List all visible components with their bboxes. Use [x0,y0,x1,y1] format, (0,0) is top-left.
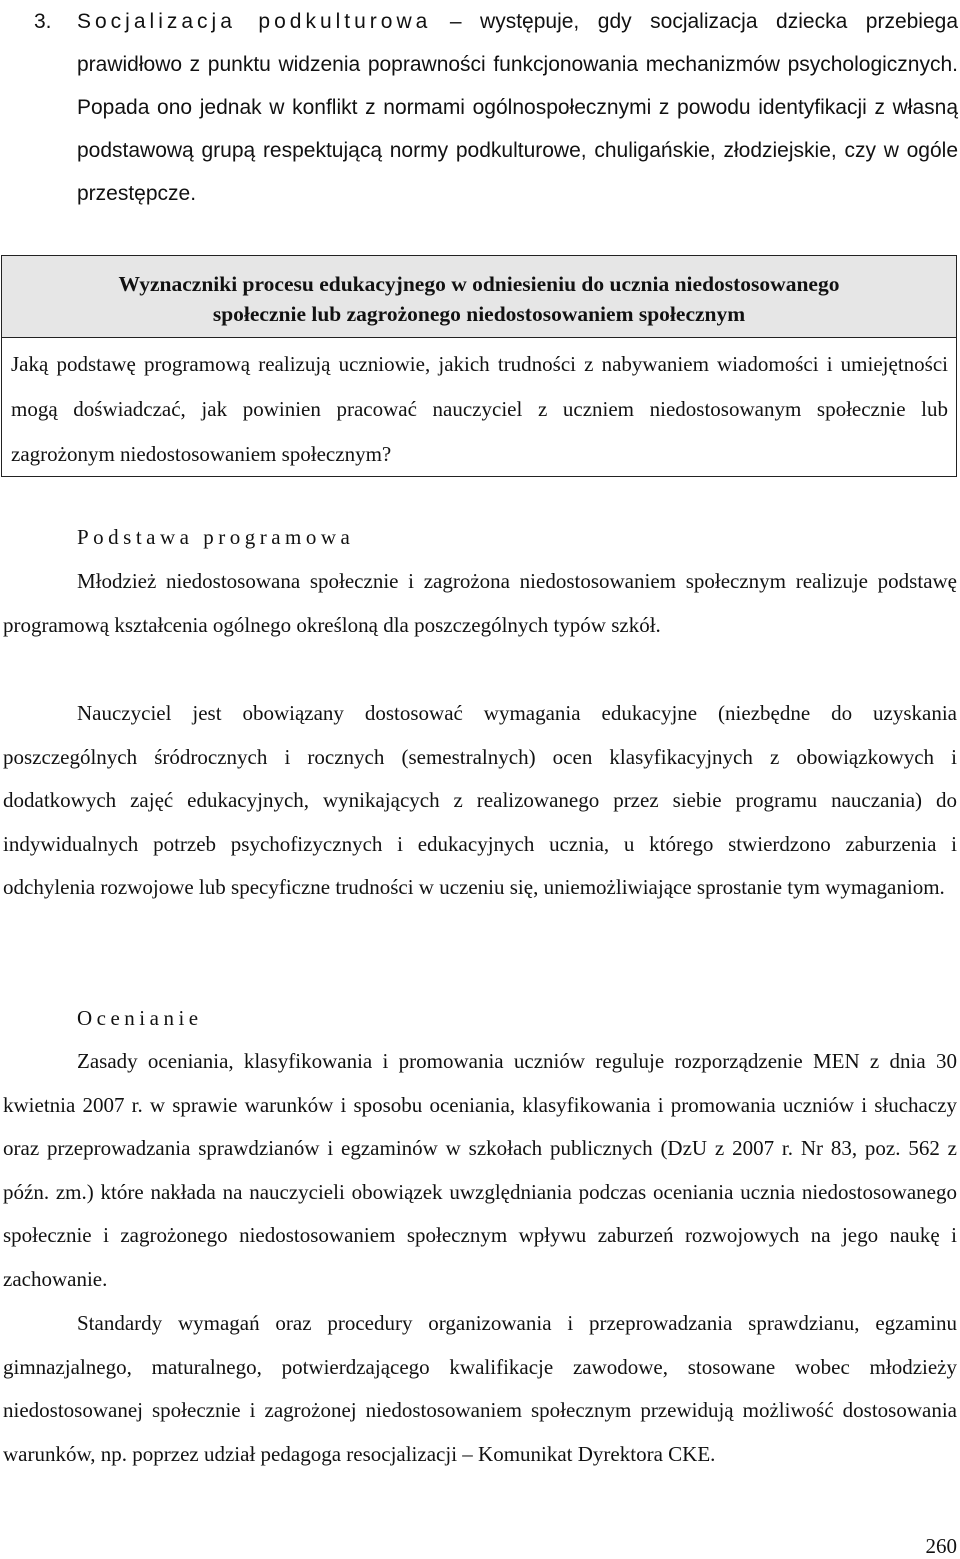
info-box [1,255,957,477]
info-box-title-line-2: społecznie lub zagrożonego niedostosowaniem społecznym [212,302,746,326]
section-heading-podstawa: Podstawa programowa [77,525,355,549]
list-item-term: Socjalizacja podkulturowa [77,10,432,33]
paragraph-ocenianie-1: Zasady oceniania, klasyfikowania i promowania uczniów reguluje rozporządzenie MEN z dnia 30 kwietnia 2007 r. w sprawie warunków i sposobu oceniania, klasyfikowania i promowania uczniów i słuchaczy oraz przeprowadzania sprawdzianów i egzaminów w szkołach publicznych (DzU z 2007 r. Nr 83, poz. 562 z późn. zm.) które nakłada na nauczycieli obowiązek uwzględniania podczas oceniania ucznia niedostosowanego społecznie i zagrożonego niedostosowaniem społecznym wpływu zaburzeń rozwojowych na jego naukę i zachowanie. [3,1049,957,1291]
paragraph-ocenianie-2: Standardy wymagań oraz procedury organizowania i przeprowadzania sprawdzianu, egzaminu gimnazjalnego, maturalnego, potwierdzającego kwalifikacje zawodowe, stosowane wobec młodzieży niedostosowanej społecznie i zagrożonej niedostosowaniem społecznym przewidują możliwość dostosowania warunków, np. poprzez udział pedagoga resocjalizacji – Komunikat Dyrektora CKE. [3,1311,957,1466]
section-heading-ocenianie: Ocenianie [77,1006,203,1030]
info-box-title-line-1: Wyznaczniki procesu edukacyjnego w odniesieniu do ucznia niedostosowanego [118,272,840,296]
list-item-definition: – występuje, gdy socjalizacja dziecka przebiega prawidłowo z punktu widzenia poprawności funkcjonowania mechanizmów psychologicznych. Popada ono jednak w konflikt z normami ogólnospołecznymi z powodu identyfikacji z własną podstawową grupą respektującą normy podkulturowe, chuligańskie, złodziejskie, czy w ogóle przestępcze. [77,10,959,205]
list-number: 3. [34,10,52,33]
info-box-question: Jaką podstawę programową realizują uczniowie, jakich trudności z nabywaniem wiadomości i umiejętności mogą doświadczać, jak powinien pracować nauczyciel z uczniem niedostosowanym społecznie lub zagrożonym niedostosowaniem społecznym? [11,352,948,466]
page-number: 260 [925,1534,957,1558]
info-box-header [2,256,956,338]
list-item-text [77,0,958,215]
paragraph-podstawa-1: Młodzież niedostosowana społecznie i zagrożona niedostosowaniem społecznym realizuje podstawę programową kształcenia ogólnego określoną dla poszczególnych typów szkół. [3,569,957,637]
paragraph-podstawa-2: Nauczyciel jest obowiązany dostosować wymagania edukacyjne (niezbędne do uzyskania poszczególnych śródrocznych i rocznych (semestralnych) ocen klasyfikacyjnych z obowiązkowych i dodatkowych zajęć edukacyjnych, wynikających z realizowanego przez siebie programu nauczania) do indywidualnych potrzeb psychofizycznych i edukacyjnych ucznia, u którego stwierdzono zaburzenia i odchylenia rozwojowe lub specyficzne trudności w uczeniu się, uniemożliwiające sprostanie tym wymaganiom. [3,701,957,900]
